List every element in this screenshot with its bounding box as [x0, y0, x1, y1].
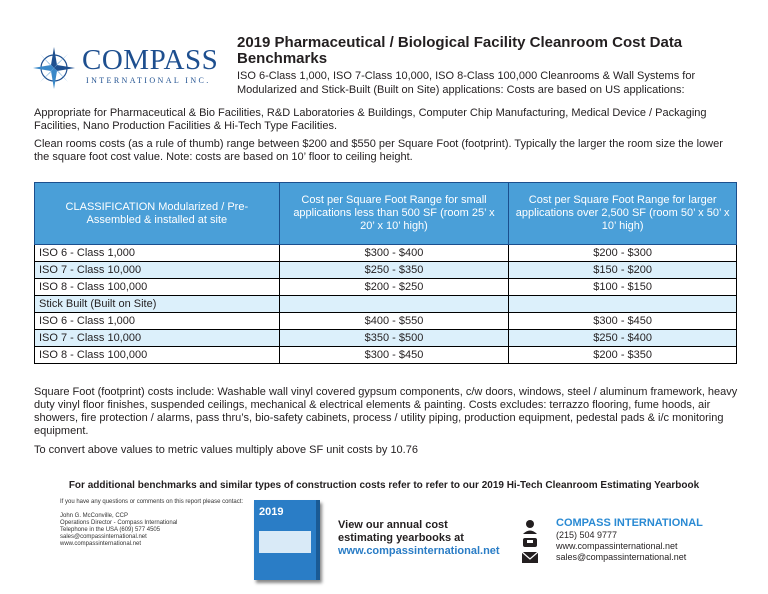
mail-icon: [522, 552, 538, 563]
table-row: [35, 347, 737, 364]
row-small-cost: $300 - $400: [279, 245, 509, 262]
yearbook-cover-image: [254, 500, 320, 580]
contact-block: [60, 499, 250, 548]
logo-brand: COMPASS: [82, 44, 219, 76]
header-large-applications: Cost per Square Foot Range for larger applications over 2,500 SF (room 50’ x 50’ x 10’ high): [509, 183, 737, 245]
row-large-cost: $250 - $400: [509, 330, 737, 347]
row-classification: ISO 8 - Class 100,000: [35, 347, 280, 364]
table-row: [35, 313, 737, 330]
row-large-cost: $200 - $300: [509, 245, 737, 262]
contact-website[interactable]: www.compassinternational.net: [60, 541, 142, 547]
row-small-cost: $350 - $500: [279, 330, 509, 347]
person-icon: [523, 520, 537, 534]
table-row: [35, 245, 737, 262]
table-row: [35, 279, 737, 296]
row-small-cost: $400 - $550: [279, 313, 509, 330]
row-large-cost: $300 - $450: [509, 313, 737, 330]
benchmarks-notice: For additional benchmarks and similar types of construction costs refer to refer to our 2019 Hi-Tech Cleanroom Estimating Yearbook: [68, 480, 700, 491]
promo-url-link[interactable]: www.compassinternational.net: [338, 545, 500, 557]
row-large-cost: $200 - $350: [509, 347, 737, 364]
header-classification: CLASSIFICATION Modularized / Pre-Assembled & installed at site: [35, 183, 280, 245]
row-small-cost: $300 - $450: [279, 347, 509, 364]
cost-table: [34, 182, 737, 364]
company-name: COMPASS INTERNATIONAL: [556, 517, 703, 529]
contact-role: Operations Director - Compass International: [60, 520, 178, 526]
page-subtitle: ISO 6-Class 1,000, ISO 7-Class 10,000, ISO 8-Class 100,000 Cleanrooms & Wall Systems for Modularized and Stick-Built (Built on Site) applications: Costs are based on US applications:: [237, 70, 696, 96]
compass-star-icon: [32, 46, 76, 90]
row-classification: ISO 6 - Class 1,000: [35, 245, 280, 262]
row-large-cost: $150 - $200: [509, 262, 737, 279]
row-large-cost: [509, 296, 737, 313]
page-title: 2019 Pharmaceutical / Biological Facility Cleanroom Cost Data Benchmarks: [237, 34, 683, 67]
metric-conversion-note: To convert above values to metric values multiply above SF unit costs by 10.76: [34, 444, 418, 456]
row-classification: Stick Built (Built on Site): [35, 296, 280, 313]
table-row: [35, 330, 737, 347]
row-classification: ISO 7 - Class 10,000: [35, 330, 280, 347]
intro-paragraph: Appropriate for Pharmaceutical & Bio Facilities, R&D Laboratories & Buildings, Computer Chip Manufacturing, Medical Device / Packaging Facilities, Nano Production Facilities & Hi-Tech Type Facilities.: [34, 107, 707, 132]
annual-yearbook-promo: [338, 519, 498, 558]
row-small-cost: $250 - $350: [279, 262, 509, 279]
row-small-cost: $200 - $250: [279, 279, 509, 296]
contact-icons: [520, 519, 540, 570]
contact-phone: Telephone in the USA (609) 577 4505: [60, 527, 161, 533]
row-small-cost: [279, 296, 509, 313]
row-classification: ISO 8 - Class 100,000: [35, 279, 280, 296]
table-header-row: [35, 183, 737, 245]
includes-excludes-paragraph: Square Foot (footprint) costs include: Washable wall vinyl covered gypsum components, c/w doors, windows, steel / aluminum framework, heavy duty vinyl floor finishes, suspended ceilings, mechanical & electrical elements & painting. Costs excludes: terrazzo flooring, fume hoods, air showers, fire protection / alarms, pass thru’s, bio-safety cabinets, process / utility piping, production equipment, pedestal pads & i/c monitoring equipment.: [34, 386, 738, 437]
company-contact: [556, 517, 756, 563]
promo-line-1: View our annual cost: [338, 519, 448, 531]
row-classification: ISO 7 - Class 10,000: [35, 262, 280, 279]
row-classification: ISO 6 - Class 1,000: [35, 313, 280, 330]
company-website-link[interactable]: www.compassinternational.net: [556, 541, 678, 551]
company-phone: (215) 504 9777: [556, 530, 618, 540]
contact-intro: If you have any questions or comments on this report please contact:: [60, 499, 244, 505]
table-row: [35, 262, 737, 279]
table-row: [35, 296, 737, 313]
contact-email[interactable]: sales@compassinternational.net: [60, 534, 147, 540]
contact-icons-set: [520, 519, 540, 565]
book-year: 2019: [259, 506, 284, 518]
promo-line-2: estimating yearbooks at: [338, 532, 464, 544]
book-band: [259, 531, 311, 553]
phone-icon: [523, 538, 537, 547]
contact-name: John G. McConville, CCP: [60, 513, 129, 519]
compass-logo: [32, 40, 222, 90]
company-email-link[interactable]: sales@compassinternational.net: [556, 552, 687, 562]
logo-subtitle: INTERNATIONAL INC.: [86, 76, 211, 85]
row-large-cost: $100 - $150: [509, 279, 737, 296]
header-small-applications: Cost per Square Foot Range for small applications less than 500 SF (room 25’ x 20’ x 10’ high): [279, 183, 509, 245]
book-text-lines: [259, 520, 311, 525]
cost-range-paragraph: Clean rooms costs (as a rule of thumb) range between $200 and $550 per Square Foot (footprint). Typically the larger the room size the lower the square foot cost value. Note: costs are based on 10’ floor to ceiling height.: [34, 138, 723, 163]
